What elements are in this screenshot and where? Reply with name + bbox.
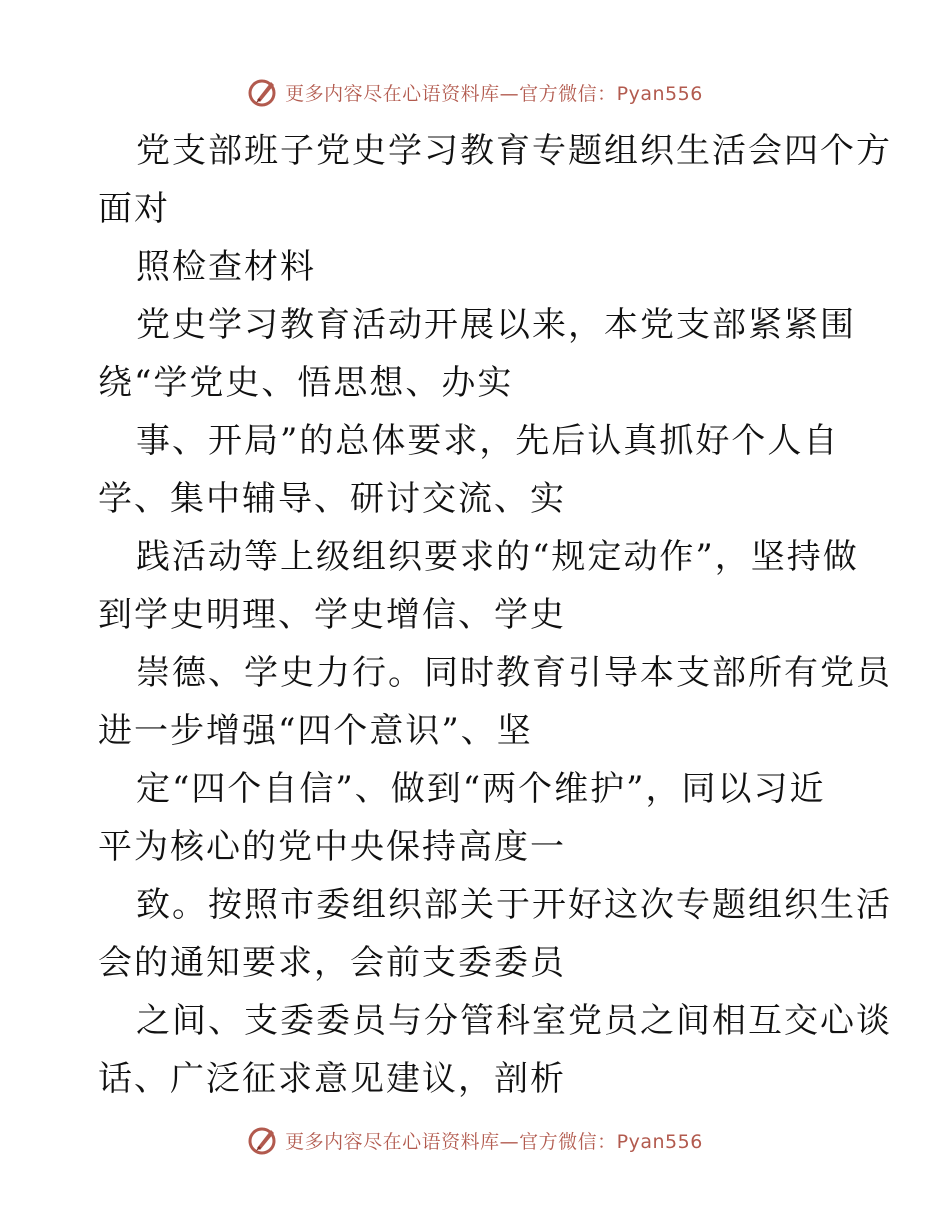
footer-banner-text: 更多内容尽在心语资料库—官方微信：Pyan556: [285, 1130, 703, 1153]
text-line: 党史学习教育活动开展以来，本党支部紧紧围: [136, 305, 856, 345]
text-line: 定“四个自信”、做到“两个维护”，同以习近: [136, 769, 826, 809]
text-line: 党支部班子党史学习教育专题组织生活会四个方: [136, 131, 892, 171]
text-line: 面对: [98, 189, 170, 229]
text-line: 照检查材料: [136, 247, 316, 287]
text-line: 绕“学党史、悟思想、办实: [98, 363, 514, 403]
text-line: 践活动等上级组织要求的“规定动作”，坚持做: [136, 537, 859, 577]
footer-banner: [0, 1120, 950, 1160]
text-line: 学、集中辅导、研讨交流、实: [98, 479, 566, 519]
quill-pen-logo-icon: [247, 1124, 279, 1156]
text-line: 到学史明理、学史增信、学史: [98, 595, 566, 635]
text-line: 事、开局”的总体要求，先后认真抓好个人自: [136, 421, 840, 461]
document-body: [98, 122, 892, 1108]
text-line: 进一步增强“四个意识”、坚: [98, 711, 533, 751]
text-line: 致。按照市委组织部关于开好这次专题组织生活: [136, 885, 892, 925]
quill-pen-logo-icon: [247, 76, 279, 108]
header-banner-text: 更多内容尽在心语资料库—官方微信：Pyan556: [285, 82, 703, 105]
text-line: 话、广泛征求意见建议，剖析: [98, 1059, 566, 1099]
text-line: 平为核心的党中央保持高度一: [98, 827, 566, 867]
header-banner: [0, 72, 950, 112]
text-line: 会的通知要求，会前支委委员: [98, 943, 566, 983]
text-line: 崇德、学史力行。同时教育引导本支部所有党员: [136, 653, 892, 693]
text-line: 之间、支委委员与分管科室党员之间相互交心谈: [136, 1001, 892, 1041]
